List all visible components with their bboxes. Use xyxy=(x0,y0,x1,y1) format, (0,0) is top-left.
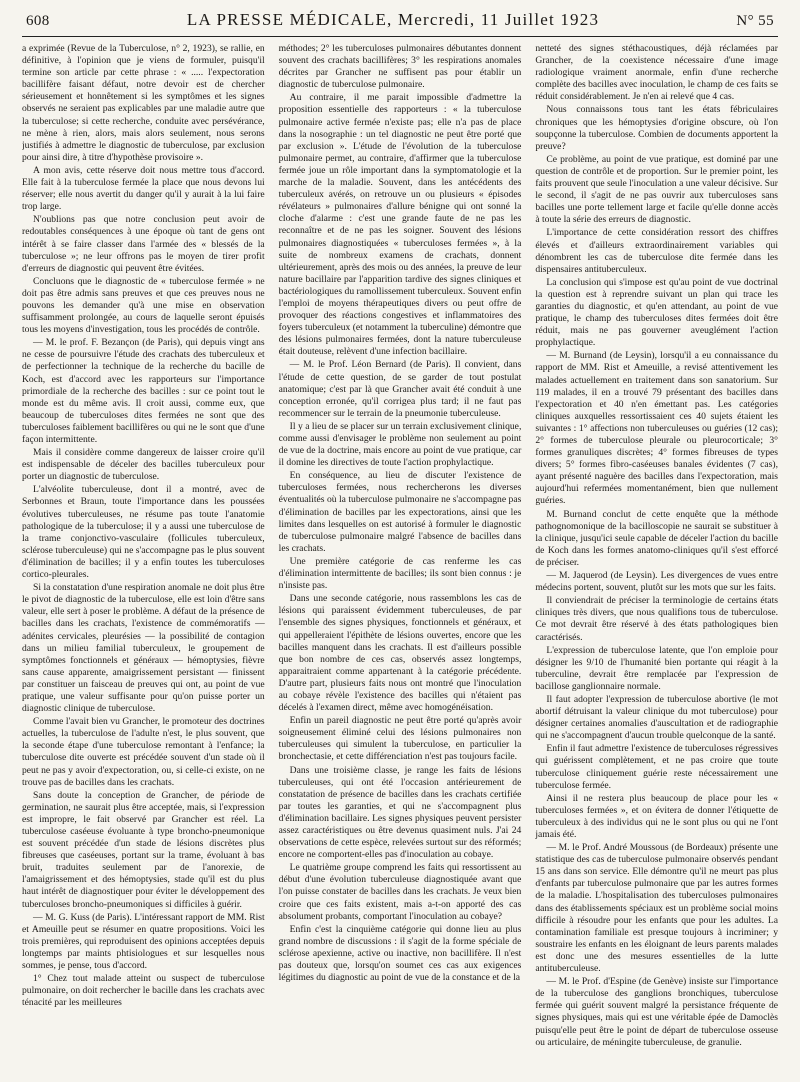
paragraph: Sans doute la conception de Grancher, de période de germination, ne saurait plus être acceptée, mais, si l'expression est impropre, le fait observé par Grancher est réel. La tuberculose caséeuse évoluante à type broncho-pneumonique est souvent précédée d'un stade de lésions discrètes plus fibreuses que caséeuses, portant sur la trame, évoluant à bas bruit, traduites seulement par de l'anorexie, de l'amaigrissement et des hémoptysies, stade qu'il est du plus haut intérêt de diagnostiquer pour éviter le développement des tuberculoses broncho-pneumoniques si difficiles à guérir. xyxy=(22,789,265,910)
column-3 xyxy=(535,43,778,1075)
paragraph: — M. Jaquerod (de Leysin). Les divergences de vues entre médecins portent, souvent, plutôt sur les mots que sur les faits. xyxy=(535,570,778,594)
paragraph: Nous connaissons tous tant les états fébriculaires chroniques que les hémoptysies d'origine obscure, où l'on soupçonne la tuberculose. Combien de documents apportent la preuve? xyxy=(535,104,778,152)
paragraph: — M. le Prof. d'Espine (de Genève) insiste sur l'importance de la tuberculose des ganglions bronchiques, tuberculose fermée qui guérit souvent malgré la persistance fréquente de signes physiques, mais qui est une véritable épée de Damoclès puisqu'elle peut être le point de départ de tuberculose osseuse ou articulaire, de méningite tuberculeuse, de granulie. xyxy=(535,976,778,1048)
paragraph: Ce problème, au point de vue pratique, est dominé par une question de contrôle et de proportion. Sur le premier point, les faits prouvent que seule l'inoculation a une valeur décisive. Sur le second, il s'agit de ne pas ouvrir aux tuberculoses sans bacilles une porte tellement large et facile qu'elle donne accès à toute la série des erreurs de diagnostic. xyxy=(535,153,778,226)
paragraph: — M. le Prof. André Moussous (de Bordeaux) présente une statistique des cas de tuberculose pulmonaire observés pendant 15 ans dans son service. Elle démontre qu'il ne meurt pas plus d'enfants par tuberculose pulmonaire que par les autres formes de la maladie. L'hospitalisation des tuberculoses pulmonaires dans des établissements spéciaux est un problème social moins difficile à résoudre pour les enfants que pour les adultes. La contamination familiale est presque toujours à incriminer; y soustraire les enfants en les éloignant de leurs parents malades est donc une des mesures essentielles de la lutte antituberculeuse. xyxy=(535,842,778,975)
paragraph: A mon avis, cette réserve doit nous mettre tous d'accord. Elle fait à la tuberculose fermée la place que nous devons lui réserver; elle nous avertit du danger qu'il y aurait à la lui faire trop large. xyxy=(22,164,265,213)
paragraph: — M. Burnand (de Leysin), lorsqu'il a eu connaissance du rapport de MM. Rist et Ameuille, a revisé attentivement les malades actuellement en traitement dans son sanatorium. Sur 119 malades, il en a trouvé 79 présentant des bacilles dans l'expectoration et 40 n'en émettant pas. Les catégories cliniques auxquelles ressortissaient ces 40 sujets étaient les suivantes : 1° affections non tuberculeuses ou guéries (12 cas); 2° formes de tuberculose pleurale ou pleurocorticale; 3° formes granuliques discrètes; 4° formes fibreuses de types divers; 5° formes fibro-caséeuses banales évidentes (7 cas), ayant présenté naguère des bacilles dans l'expectoration, mais aujourd'hui refermées momentanément, bien que nullement guéries. xyxy=(535,350,778,507)
paragraph: La conclusion qui s'impose est qu'au point de vue doctrinal la question est à reprendre suivant un plan qui trace les garanties du diagnostic, et qu'en attendant, au point de vue pratique, le champ des tuberculoses dites fermées doit être réduit, mais ne pas gouverner aveuglément l'action prophylactique. xyxy=(535,276,778,349)
text-columns xyxy=(22,43,778,1075)
paragraph: Dans une troisième classe, je range les faits de lésions tuberculeuses, qui ont été l'occasion antérieurement de constatation de présence de bacilles dans les crachats certifiée par toutes les garanties, et qui ne s'accompagnent plus d'élimination bacillaire. Les signes physiques peuvent persister assez caractéristiques ou être devenus quasiment nuls. J'ai 24 observations de cette espèce, relevées surtout sur des réformés; encore ne comportent-elles pas d'inoculation au cobaye. xyxy=(278,764,522,861)
paragraph: Enfin un pareil diagnostic ne peut être porté qu'après avoir soigneusement éliminé celui des lésions pulmonaires non tuberculeuses qui simulent la tuberculose, en particulier la bronchectasie, et cette différenciation n'est pas toujours facile. xyxy=(278,715,522,763)
paragraph: Si la constatation d'une respiration anomale ne doit plus être le pivot de diagnostic de la tuberculose, elle est loin d'être sans valeur, elle sert à poser le problème. A défaut de la présence de bacilles dans les crachats, l'existence de commémoratifs — adénites cervicales, pleurésies — la possibilité de contagion dans un milieu familial tuberculeux, le groupement de symptômes fonctionnels et généraux — hémoptysies, fièvre sans cause apparente, amaigrissement persistant — finissent par constituer un faisceau de preuves qui ont, au point de vue pratique, une valeur suffisante pour qu'on puisse porter un diagnostic clinique de tuberculose. xyxy=(22,582,265,715)
paragraph: Le quatrième groupe comprend les faits qui ressortissent au début d'une évolution tuberculeuse diagnostiquée avant que l'on puisse constater de bacilles dans les crachats. Je veux bien croire que ces faits existent, mais a-t-on apporté des cas absolument probants, comportant l'inoculation au cobaye? xyxy=(278,862,522,922)
column-1 xyxy=(22,43,265,1075)
paragraph: — M. le prof. F. Bezançon (de Paris), qui depuis vingt ans ne cesse de poursuivre l'étude des crachats des tuberculeux et de perfectionner la technique de la recherche du bacille de Koch, est d'accord avec les rapporteurs sur l'importance primordiale de la recherche des bacilles : sur ce point tout le monde est du même avis. Il croit aussi, comme eux, que beaucoup de tuberculoses dites fermées ne sont que des tuberculoses faiblement bacillifères ou qui ne le sont que d'une façon intermittente. xyxy=(22,337,265,445)
paragraph: Enfin c'est la cinquième catégorie qui donne lieu au plus grand nombre de discussions : il s'agit de la forme spéciale de sclérose apexienne, active ou inactive, non bacillifère. Il n'est pas douteux que, lorsqu'on soumet ces cas aux exigences légitimes du diagnostic au point de vue de la constance et de la xyxy=(278,923,522,984)
paragraph: Comme l'avait bien vu Grancher, le promoteur des doctrines actuelles, la tuberculose de l'adulte n'est, le plus souvent, que la seconde étape d'une tuberculose remontant à l'enfance; la tuberculose dite ouverte est précédée souvent d'un stade où il peut ne pas y avoir d'expectoration, ou, si celle-ci existe, on ne trouve pas de bacilles dans les crachats. xyxy=(22,716,265,788)
paragraph: — M. le Prof. Léon Bernard (de Paris). Il convient, dans l'étude de cette question, de se garder de tout postulat anatomique; c'est par là que Grancher avait été conduit à une conception erronée, qu'il corrigea plus tard; il ne faut pas recommencer sur le terrain de la pneumonie tuberculeuse. xyxy=(278,359,522,419)
paragraph: Une première catégorie de cas renferme les cas d'élimination intermittente de bacilles; ils sont bien connus : je n'insiste pas. xyxy=(278,555,522,592)
paragraph: Il faut adopter l'expression de tuberculose abortive (le mot abortif détruisant la valeur clinique du mot tuberculose) pour désigner certaines anomalies d'auscultation et de radiographie qui ne s'accompagnent d'aucun trouble quelconque de la santé. xyxy=(535,693,778,742)
paragraph: Il y a lieu de se placer sur un terrain exclusivement clinique, comme aussi d'envisager le problème non seulement au point de vue de la doctrine, mais encore au point de vue pratique, car il domine les directives de toute l'action prophylactique. xyxy=(278,420,522,469)
paragraph: Ainsi il ne restera plus beaucoup de place pour les « tuberculoses fermées », et on évitera de donner l'étiquette de tuberculeux à des individus qui ne le sont plus ou qui ne l'ont jamais été. xyxy=(535,792,778,840)
paragraph: Dans une seconde catégorie, nous rassemblons les cas de lésions qui paraissent évidemment tuberculeuses, de par l'ensemble des signes physiques, fonctionnels et généraux, et qui appelleraient l'épithète de lésions ouvertes, encore que les bacilles manquent dans les crachats. Il est d'ailleurs possible que bon nombre de ces cas, observés assez longtemps, apparaitraient comme appartenant à la catégorie précédente. D'autre part, plusieurs faits nous ont montré que l'inoculation au cobaye révèle l'existence des bacilles qui n'étaient pas décelés à l'examen direct, même avec homogénéisation. xyxy=(278,593,522,714)
page-header xyxy=(22,10,778,36)
page-number: 608 xyxy=(26,13,50,29)
issue-number: N° 55 xyxy=(736,13,774,29)
paragraph: 1° Chez tout malade atteint ou suspect de tuberculose pulmonaire, on doit rechercher le bacille dans les crachats avec ténacité par les meilleures xyxy=(22,973,265,1009)
column-2 xyxy=(279,43,522,1075)
paragraph: En conséquence, au lieu de discuter l'existence de tuberculoses fermées, nous rechercherons les diverses éventualités où la tuberculose pulmonaire ne s'accompagne pas d'élimination de bacilles par les expectorations, ainsi que les limites dans lesquelles on est autorisé à formuler le diagnostic de tuberculose pulmonaire malgré l'absence de bacilles dans les crachats. xyxy=(278,470,522,554)
paragraph: a exprimée (Revue de la Tuberculose, n° 2, 1923), se rallie, en définitive, à l'opinion que je viens de formuler, puisqu'il termine son article par cette phrase : « ..... l'expectoration bacillifère faisant défaut, notre devoir est de chercher sérieusement et honnêtement si les symptômes et les signes observés ne seraient pas explicables par une maladie autre que la tuberculose; si cette recherche, conduite avec persévérance, ne mène à rien, alors, mais alors seulement, nous serons justifiés à admettre le diagnostic de tuberculose, par exclusion pour ainsi dire, à titre d'hypothèse provisoire ». xyxy=(22,43,265,163)
paragraph: Mais il considère comme dangereux de laisser croire qu'il est indispensable de déceler des bacilles tuberculeux pour porter un diagnostic de tuberculose. xyxy=(22,447,265,483)
paragraph: — M. G. Kuss (de Paris). L'intéressant rapport de MM. Rist et Ameuille peut se résumer en quatre propositions. Voici les trois premières, qui reproduisent des opinions acceptées depuis longtemps par maints phtisiologues et sur lesquelles nous sommes, je pense, tous d'accord. xyxy=(22,911,265,972)
paragraph: Au contraire, il me parait impossible d'admettre la proposition essentielle des rapporteurs : « la tuberculose pulmonaire active fermée n'existe pas; elle n'a pas de place dans la nosographie : un tel diagnostic ne peut être porté que par exclusion ». L'étude de l'évolution de la tuberculose pulmonaire permet, au contraire, d'affirmer que la tuberculose fermée joue un rôle important dans la symptomatologie et la marche de la maladie. Souvent, dans les antécédents des tuberculeux avérés, on retrouve un ou plusieurs « épisodes révélateurs » pulmonaires d'allure bénigne qui ont sonné la cloche d'alarme : c'est une grande faute de ne pas les reconnaître et de ne pas les soigner. Souvent des lésions pulmonaires diagnostiquées « tuberculoses fermées », à la suite de nombreux examens de crachats, donnent ultérieurement, après des mois ou des années, la preuve de leur nature bacillaire par l'apparition tardive des signes cliniques et bactériologiques du ramollissement tuberculeux. Souvent enfin l'emploi de moyens thérapeutiques divers ou peut offre de provoquer des réactions congestives et inflammatoires des foyers tuberculeux (et notamment la tuberculine) démontre que des lésions pulmonaires fermées, dont la nature tuberculeuse était douteuse, relèvent d'une infection bacillaire. xyxy=(278,92,522,358)
paragraph: L'alvéolite tuberculeuse, dont il a montré, avec de Serbonnes et Braun, toute l'importance dans les poussées évolutives tuberculeuses, ne résume pas toute l'anatomie pathologique de la tuberculose; il y a aussi une tuberculose de la trame conjonctivo-vasculaire (follicules tuberculeux, sclérose tuberculeuse) qui ne s'accompagne pas le plus souvent d'élimination de bacilles; il y a enfin toutes les tuberculoses cortico-pleurales. xyxy=(22,484,265,581)
paragraph: méthodes; 2° les tuberculoses pulmonaires débutantes donnent souvent des crachats bacillifères; 3° les respirations anomales décrites par Grancher ne suffisent pas pour établir un diagnostic de tuberculose pulmonaire. xyxy=(278,43,522,91)
paragraph: Concluons que le diagnostic de « tuberculose fermée » ne doit pas être admis sans preuves et que ces preuves nous ne pouvons les demander qu'à une mise en observation suffisamment prolongée, au cours de laquelle seront épuisés tous les moyens d'investigation, tous les procédés de contrôle. xyxy=(22,275,265,336)
journal-title: LA PRESSE MÉDICALE, Mercredi, 11 Juillet 1923 xyxy=(186,10,600,29)
header-rule xyxy=(22,36,778,37)
paragraph: L'importance de cette considération ressort des chiffres élevés et d'ailleurs extraordinairement variables qui dénombrent les cas de tuberculose dite fermée dans les dispensaires antituberculeux. xyxy=(535,227,778,275)
paragraph: Il conviendrait de préciser la terminologie de certains états cliniques très divers, que nous qualifions tous de tuberculose. Ce mot devrait être réservé à des états pathologiques bien caractérisés. xyxy=(535,595,778,643)
paragraph: netteté des signes stéthacoustiques, déjà réclamées par Grancher, de la coexistence nécessaire d'une image radiologique vraiment anormale, enfin d'une recherche complète des bacilles avec inoculation, le champ de ces faits se réduit considérablement. Je n'en ai relevé que 4 cas. xyxy=(535,43,778,103)
paragraph: M. Burnand conclut de cette enquête que la méthode pathognomonique de la bacilloscopie ne saurait se substituer à la clinique, jusqu'ici seule capable de déceler l'action du bacille de Koch dans les formes anatomo-cliniques qu'il s'est efforcé de préciser. xyxy=(535,508,778,568)
paragraph: L'expression de tuberculose latente, que l'on emploie pour désigner les 9/10 de l'humanité bien portante qui réagit à la tuberculine, devrait être remplacée par l'expression de bacillose ganglionnaire normale. xyxy=(535,644,778,692)
paragraph: Enfin il faut admettre l'existence de tuberculoses régressives qui guérissent complètement, et ne pas croire que toute tuberculose cliniquement guérie reste nécessairement une tuberculose fermée. xyxy=(535,743,778,791)
paragraph: N'oublions pas que notre conclusion peut avoir de redoutables conséquences à une époque où tant de gens ont intérêt à se faire classer dans l'armée des « blessés de la tuberculose »; ne leur offrons pas le moyen de tirer profit d'erreurs de diagnostic qui peuvent être évitées. xyxy=(22,214,265,274)
